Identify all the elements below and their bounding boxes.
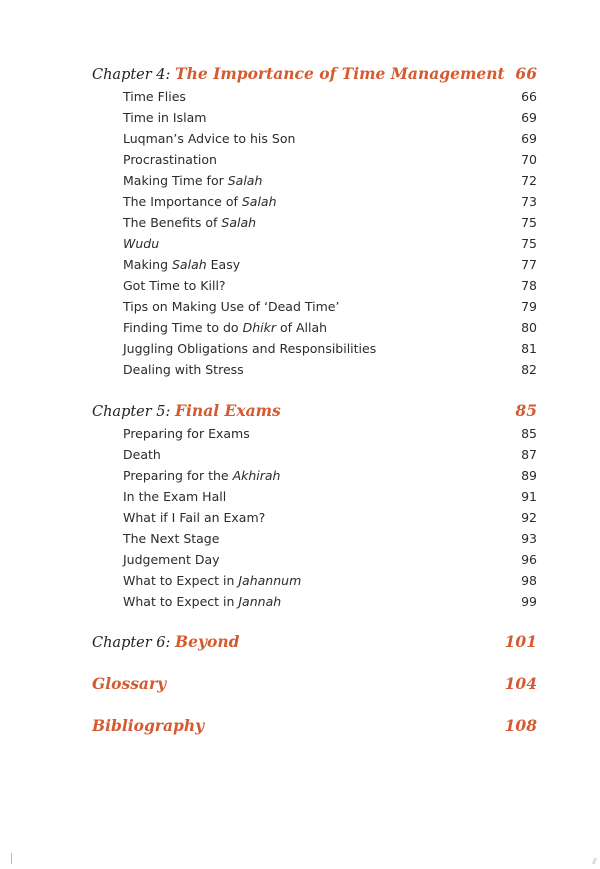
- chapter-label: [92, 630, 239, 655]
- toc-entry[interactable]: [92, 254, 537, 275]
- entry-title: [123, 233, 159, 254]
- entry-title: [123, 359, 244, 380]
- toc-entry[interactable]: [92, 465, 537, 486]
- toc-entry[interactable]: [92, 338, 537, 359]
- entry-title: [123, 128, 295, 149]
- entry-title-italic: Dhikr: [242, 320, 276, 335]
- toc-entry[interactable]: [92, 317, 537, 338]
- chapter-label: [92, 399, 281, 424]
- entry-title-text: Preparing for Exams: [123, 426, 250, 441]
- entry-title-text: Preparing for the: [123, 468, 233, 483]
- entry-title: [123, 423, 250, 444]
- chapter-page-number: 85: [515, 401, 537, 420]
- chapter-number: Chapter 6:: [92, 635, 176, 651]
- entry-title: [123, 444, 161, 465]
- toc-entry[interactable]: [92, 549, 537, 570]
- crop-mark: [592, 858, 597, 864]
- entry-title-text: Tips on Making Use of ‘Dead Time’: [123, 299, 340, 314]
- entry-page-number: 78: [521, 278, 537, 293]
- entry-title: [123, 570, 301, 591]
- entry-title-text: Easy: [206, 257, 241, 272]
- entry-title: [123, 170, 262, 191]
- entry-title-italic: Jannah: [238, 594, 282, 609]
- entry-title-text: Time in Islam: [123, 110, 207, 125]
- entry-title-italic: Akhirah: [232, 468, 281, 483]
- toc-entry[interactable]: [92, 359, 537, 380]
- entry-page-number: 72: [521, 173, 537, 188]
- entry-title: [123, 549, 220, 570]
- entry-title-text: Luqman’s Advice to his Son: [123, 131, 296, 146]
- entry-page-number: 69: [521, 110, 537, 125]
- chapter-page-number: 66: [515, 64, 537, 83]
- chapter-title: Beyond: [175, 632, 240, 651]
- chapter-number: Chapter 5:: [92, 404, 176, 420]
- toc-entry[interactable]: [92, 486, 537, 507]
- entry-title-italic: Salah: [241, 194, 277, 209]
- entry-title-italic: Salah: [227, 173, 263, 188]
- entry-page-number: 93: [521, 531, 537, 546]
- chapter-title: Final Exams: [175, 401, 281, 420]
- crop-mark: [11, 853, 12, 864]
- toc-entry[interactable]: [92, 170, 537, 191]
- entry-title-text: The Importance of: [123, 194, 242, 209]
- entry-title: [123, 317, 327, 338]
- section-gap: [92, 380, 537, 399]
- back-matter-title: Bibliography: [92, 716, 205, 735]
- entry-title-text: of Allah: [275, 320, 328, 335]
- back-matter-page-number: 108: [504, 716, 537, 735]
- entry-page-number: 99: [521, 594, 537, 609]
- entry-title-text: The Benefits of: [123, 215, 222, 230]
- toc-entry[interactable]: [92, 275, 537, 296]
- entry-title-italic: Salah: [172, 257, 207, 272]
- entry-title: [123, 212, 256, 233]
- entry-title-text: Making: [123, 257, 172, 272]
- entry-title-text: Dealing with Stress: [123, 362, 244, 377]
- entry-title: [123, 338, 376, 359]
- entry-page-number: 80: [521, 320, 537, 335]
- chapter-heading[interactable]: [92, 62, 537, 86]
- entry-page-number: 96: [521, 552, 537, 567]
- entry-title: [123, 591, 281, 612]
- entry-title-text: The Next Stage: [123, 531, 220, 546]
- back-matter-heading[interactable]: [92, 672, 537, 696]
- entry-page-number: 98: [521, 573, 537, 588]
- entry-page-number: 79: [521, 299, 537, 314]
- entry-page-number: 66: [521, 89, 537, 104]
- entry-page-number: 70: [521, 152, 537, 167]
- entry-title-text: Time Flies: [123, 89, 186, 104]
- entry-title-text: Got Time to Kill?: [123, 278, 226, 293]
- toc-entry[interactable]: [92, 107, 537, 128]
- entry-page-number: 82: [521, 362, 537, 377]
- chapter-heading[interactable]: [92, 630, 537, 654]
- entry-title: [123, 191, 277, 212]
- entry-title: [123, 254, 240, 275]
- toc-entry[interactable]: [92, 212, 537, 233]
- entry-title-text: Juggling Obligations and Responsibilities: [123, 341, 377, 356]
- entry-page-number: 73: [521, 194, 537, 209]
- toc-entry[interactable]: [92, 591, 537, 612]
- entry-title: [123, 296, 339, 317]
- chapter-label: [92, 62, 505, 87]
- back-matter-heading[interactable]: [92, 714, 537, 738]
- entry-page-number: 91: [521, 489, 537, 504]
- toc-entry[interactable]: [92, 507, 537, 528]
- toc-entry[interactable]: [92, 528, 537, 549]
- entry-title-text: In the Exam Hall: [123, 489, 227, 504]
- back-matter-page-number: 104: [504, 674, 537, 693]
- entry-title: [123, 486, 226, 507]
- table-of-contents: [92, 62, 537, 738]
- entry-page-number: 69: [521, 131, 537, 146]
- entry-page-number: 81: [521, 341, 537, 356]
- chapter-heading[interactable]: [92, 399, 537, 423]
- chapter-title: The Importance of Time Management: [175, 64, 505, 83]
- entry-title: [123, 107, 206, 128]
- entry-title-italic: Salah: [221, 215, 257, 230]
- entry-title-text: Making Time for: [123, 173, 228, 188]
- toc-entry[interactable]: [92, 128, 537, 149]
- toc-entry[interactable]: [92, 444, 537, 465]
- entry-title: [123, 528, 219, 549]
- entry-title-text: What if I Fail an Exam?: [123, 510, 266, 525]
- entry-title: [123, 507, 265, 528]
- entry-title-text: What to Expect in: [123, 594, 239, 609]
- entry-title-italic: Jahannum: [238, 573, 302, 588]
- toc-entry[interactable]: [92, 233, 537, 254]
- entry-page-number: 92: [521, 510, 537, 525]
- entry-page-number: 75: [521, 236, 537, 251]
- toc-entry[interactable]: [92, 149, 537, 170]
- entry-title-text: Death: [123, 447, 161, 462]
- chapter-number: Chapter 4:: [92, 67, 176, 83]
- entry-title: [123, 465, 280, 486]
- toc-entry[interactable]: [92, 570, 537, 591]
- entry-page-number: 85: [521, 426, 537, 441]
- entry-title-text: Finding Time to do: [123, 320, 243, 335]
- entry-title: [123, 275, 226, 296]
- entry-title: [123, 149, 217, 170]
- chapter-page-number: 101: [504, 632, 537, 651]
- entry-page-number: 87: [521, 447, 537, 462]
- entry-title-italic: Wudu: [123, 236, 160, 251]
- toc-entry[interactable]: [92, 191, 537, 212]
- back-matter-title: Glossary: [92, 674, 167, 693]
- entry-title-text: Procrastination: [123, 152, 217, 167]
- entry-title-text: Judgement Day: [123, 552, 220, 567]
- entry-page-number: 89: [521, 468, 537, 483]
- section-gap: [92, 696, 537, 714]
- section-gap: [92, 612, 537, 630]
- entry-title-text: What to Expect in: [123, 573, 239, 588]
- entry-page-number: 77: [521, 257, 537, 272]
- entry-page-number: 75: [521, 215, 537, 230]
- toc-entry[interactable]: [92, 296, 537, 317]
- section-gap: [92, 654, 537, 672]
- toc-entry[interactable]: [92, 423, 537, 444]
- entry-title: [123, 86, 186, 107]
- toc-entry[interactable]: [92, 86, 537, 107]
